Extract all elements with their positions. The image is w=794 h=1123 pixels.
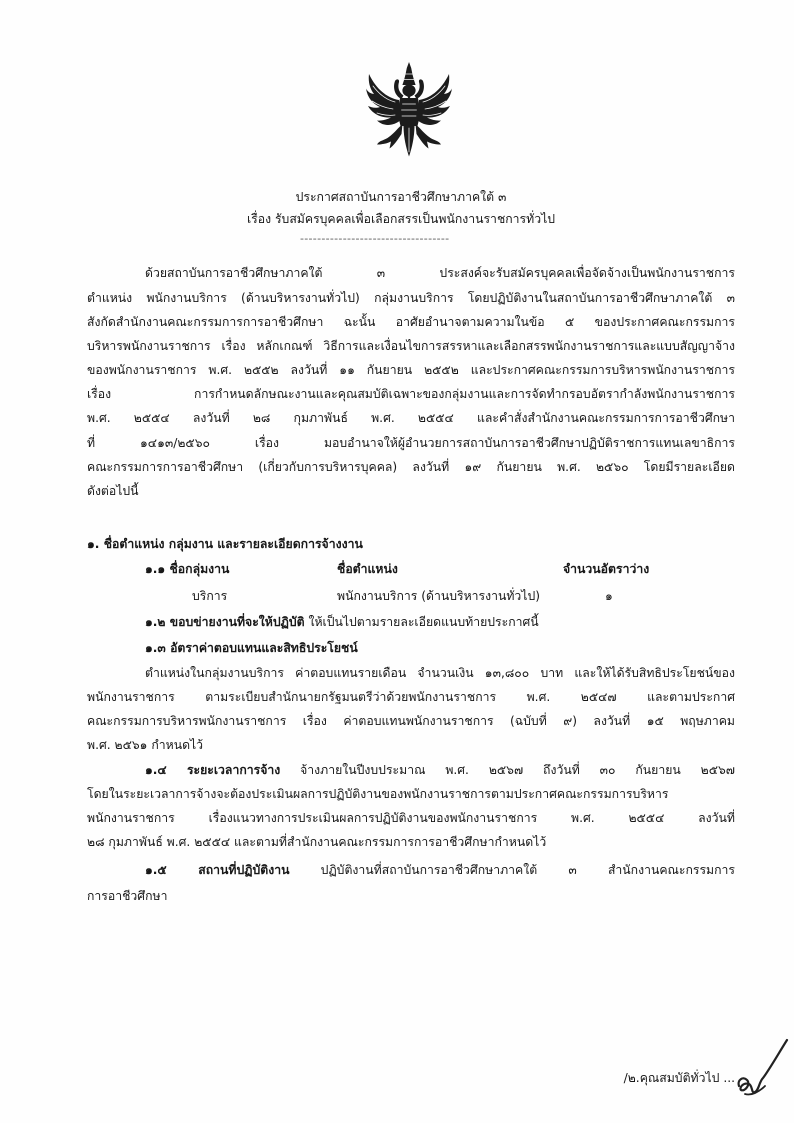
title-separator: ----------------------------------- (300, 232, 450, 245)
table-cell-group: บริการ (192, 589, 228, 603)
intro-line: ดังต่อไปนี้ (87, 484, 139, 498)
compensation-line: พนักงานราชการ ตามระเบียบสำนักนายกรัฐมนตรีว่าด้วยพนักงานราชการ พ.ศ. ๒๕๔๗ และตามประกาศ (87, 690, 735, 704)
emblem-arm-right (415, 79, 424, 99)
emblem-arm-left (394, 79, 403, 99)
intro-line: คณะกรรมการการอาชีวศึกษา (เกี่ยวกับการบริหารบุคคล) ลงวันที่ ๑๙ กันยายน พ.ศ. ๒๕๖๐ โดยมีรายละเอียด (87, 460, 735, 474)
duration-line (145, 758, 735, 782)
emblem-leg-left (377, 124, 403, 149)
intro-line: พ.ศ. ๒๕๕๔ ลงวันที่ ๒๘ กุมภาพันธ์ พ.ศ. ๒๕๕๔ และคำสั่งสำนักงานคณะกรรมการการอาชีวศึกษา (87, 411, 735, 425)
table-cell-vacancies: ๑ (605, 589, 613, 603)
duration-line: พนักงานราชการ เรื่องแนวทางการประเมินผลการปฏิบัติงานของพนักงานราชการ พ.ศ. ๒๕๕๔ ลงวันที่ (87, 811, 735, 825)
garuda-emblem-icon (365, 62, 453, 157)
next-page-note: /๒.คุณสมบัติทั่วไป ... (623, 1071, 735, 1085)
table-header-group (145, 557, 229, 581)
emblem-torso (398, 98, 421, 126)
intro-line: ด้วยสถาบันการอาชีวศึกษาภาคใต้ ๓ ประสงค์จะรับสมัครบุคคลเพื่อจัดจ้างเป็นพนักงานราชการ (145, 266, 735, 280)
section-heading: ๑. ชื่อตำแหน่ง กลุ่มงาน และรายละเอียดการจ้างงาน (87, 537, 363, 551)
duration-text: จ้างภายในปีงบประมาณ พ.ศ. ๒๕๖๗ ถึงวันที่ ๓๐ กันยายน ๒๕๖๗ (300, 763, 735, 777)
announcement-subject: เรื่อง รับสมัครบุคคลเพื่อเลือกสรรเป็นพนักงานราชการทั่วไป (246, 212, 556, 226)
table-cell-position: พนักงานบริการ (ด้านบริหารงานทั่วไป) (337, 589, 541, 603)
intro-line: บริหารพนักงานราชการ เรื่อง หลักเกณฑ์ วิธีการและเงื่อนไขการสรรหาและเลือกสรรพนักงานราชการและแบบสัญญาจ้าง (87, 339, 735, 353)
signature-stroke (739, 1040, 787, 1092)
signature-icon (733, 1036, 789, 1098)
intro-line: ตำแหน่ง พนักงานบริการ (ด้านบริหารงานทั่วไป) กลุ่มงานบริการ โดยปฏิบัติงานในสถาบันการอาชีวศึกษาภาคใต้ ๓ (87, 291, 735, 305)
scope-label: ๑.๒ ขอบข่ายงานที่จะให้ปฏิบัติ (145, 615, 305, 629)
workplace-line (145, 858, 735, 882)
workplace-text: ปฏิบัติงานที่สถาบันการอาชีวศึกษาภาคใต้ ๓ สำนักงานคณะกรรมการ (320, 863, 735, 877)
table-number: ๑.๑ (145, 562, 166, 576)
workplace-label: ๑.๕ สถานที่ปฏิบัติงาน (145, 863, 290, 877)
table-header-vacancies: จำนวนอัตราว่าง (563, 562, 650, 576)
intro-line: สังกัดสำนักงานคณะกรรมการการอาชีวศึกษา ฉะนั้น อาศัยอำนาจตามความในข้อ ๕ ของประกาศคณะกรรมการ (87, 315, 735, 329)
announcement-title: ประกาศสถาบันการอาชีวศึกษาภาคใต้ ๓ (295, 190, 507, 204)
intro-line: ที่ ๑๔๑๓/๒๕๖๐ เรื่อง มอบอำนาจให้ผู้อำนวยการสถาบันการอาชีวศึกษาปฏิบัติราชการแทนเลขาธิการ (87, 436, 735, 450)
intro-line: ของพนักงานราชการ พ.ศ. ๒๕๕๒ ลงวันที่ ๑๑ กันยายน ๒๕๕๒ และประกาศคณะกรรมการบริหารพนักงานราชการ (87, 363, 735, 377)
scope-line (145, 610, 735, 634)
duration-line: ๒๘ กุมภาพันธ์ พ.ศ. ๒๕๕๔ และตามที่สำนักงานคณะกรรมการการอาชีวศึกษากำหนดไว้ (87, 835, 547, 849)
workplace-line: การอาชีวศึกษา (87, 889, 168, 903)
compensation-label: ๑.๓ อัตราค่าตอบแทนและสิทธิประโยชน์ (145, 641, 358, 655)
emblem-leg-right (416, 124, 442, 149)
scope-text: ให้เป็นไปตามรายละเอียดแนบท้ายประกาศนี้ (308, 615, 539, 629)
duration-label: ๑.๔ ระยะเวลาการจ้าง (145, 763, 281, 777)
duration-line: โดยในระยะเวลาการจ้างจะต้องประเมินผลการปฏิบัติงานของพนักงานราชการตามประกาศคณะกรรมการบริหาร (87, 787, 669, 801)
intro-line: เรื่อง การกำหนดลักษณะงานและคุณสมบัติเฉพาะของกลุ่มงานและการจัดทำกรอบอัตรากำลังพนักงานราชการ (87, 387, 735, 401)
emblem-crown (402, 62, 415, 85)
compensation-line: ตำแหน่งในกลุ่มงานบริการ ค่าตอบแทนรายเดือน จำนวนเงิน ๑๓,๘๐๐ บาท และให้ได้รับสิทธิประโยชน์ของ (145, 666, 735, 680)
compensation-line: พ.ศ. ๒๕๖๑ กำหนดไว้ (87, 738, 204, 752)
table-header-group-name: ชื่อกลุ่มงาน (169, 562, 230, 576)
table-header-position: ชื่อตำแหน่ง (337, 562, 398, 576)
compensation-line: คณะกรรมการบริหารพนักงานราชการ เรื่อง ค่าตอบแทนพนักงานราชการ (ฉบับที่ ๙) ลงวันที่ ๑๕ พฤษภาคม (87, 714, 735, 728)
